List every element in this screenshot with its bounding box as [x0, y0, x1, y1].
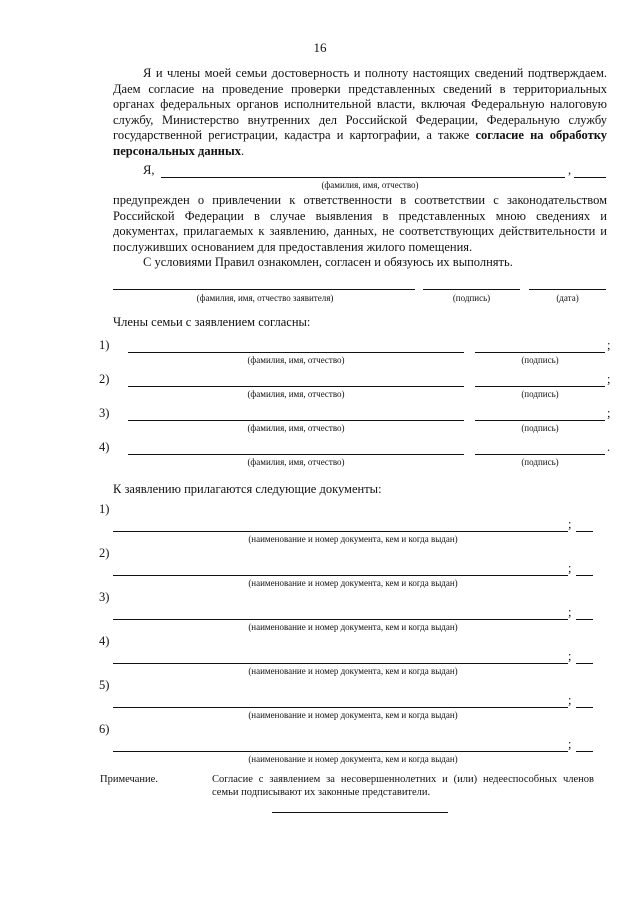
applicant-date-caption: (дата): [556, 293, 579, 303]
note-text: Согласие с заявлением за несовершеннолетних и (или) недееспособных членов семьи подписывают их законные представители.: [212, 774, 594, 798]
document-field[interactable]: [113, 663, 568, 664]
consent-paragraph: [113, 66, 607, 160]
family-member-name-field[interactable]: [128, 454, 464, 455]
consent-bold-text: согласие на обработку персональных данных: [113, 128, 607, 158]
document-field[interactable]: [113, 575, 568, 576]
document-field[interactable]: [113, 619, 568, 620]
page-number: 16: [313, 40, 327, 55]
warning-paragraph: предупрежден о привлечении к ответственности в соответствии с законодательством Российской Федерации в случае выявления в представленных мною сведениях и документах, прилагаемых к заявлению, данных, не соответствующих действительности и послуживших основанием для предоставления жилого помещения.: [113, 193, 607, 254]
note-label: Примечание.: [100, 774, 158, 785]
closing-divider: [272, 812, 448, 813]
family-member-signature-field[interactable]: [475, 352, 605, 353]
declarant-extra-field[interactable]: [574, 177, 606, 178]
applicant-signature-caption: (подпись): [452, 293, 491, 303]
document-field[interactable]: [113, 751, 568, 752]
family-member-signature-field[interactable]: [475, 454, 605, 455]
document-field[interactable]: [113, 531, 568, 532]
family-heading: Члены семьи с заявлением согласны:: [113, 315, 311, 329]
family-member-signature-field[interactable]: [475, 386, 605, 387]
applicant-name-caption: (фамилия, имя, отчество заявителя): [196, 293, 334, 303]
family-member-name-field[interactable]: [128, 352, 464, 353]
family-member-signature-field[interactable]: [475, 420, 605, 421]
declarant-name-field[interactable]: [161, 177, 565, 178]
document-field[interactable]: [113, 707, 568, 708]
documents-heading: К заявлению прилагаются следующие документы:: [113, 482, 382, 496]
declarant-prefix: Я,: [143, 163, 155, 177]
family-member-name-field[interactable]: [128, 420, 464, 421]
declarant-name-caption: (фамилия, имя, отчество): [321, 180, 419, 190]
family-member-name-field[interactable]: [128, 386, 464, 387]
applicant-date-field[interactable]: [529, 289, 606, 290]
applicant-signature-field[interactable]: [423, 289, 520, 290]
applicant-name-field[interactable]: [113, 289, 415, 290]
consent-text: Я и члены моей семьи достоверность и полноту настоящих сведений подтверждаем. Даем согласие на проведение проверки представленных сведений в территориальных органах федеральных органов исполнительной власти, включая Федеральную налоговую службу, Министерство внутренних дел Российской Федерации, Федеральную службу государственной регистрации, кадастра и картографии, а также: [113, 66, 607, 143]
rules-statement: С условиями Правил ознакомлен, согласен и обязуюсь их выполнять.: [143, 255, 513, 269]
consent-end: .: [241, 143, 245, 158]
